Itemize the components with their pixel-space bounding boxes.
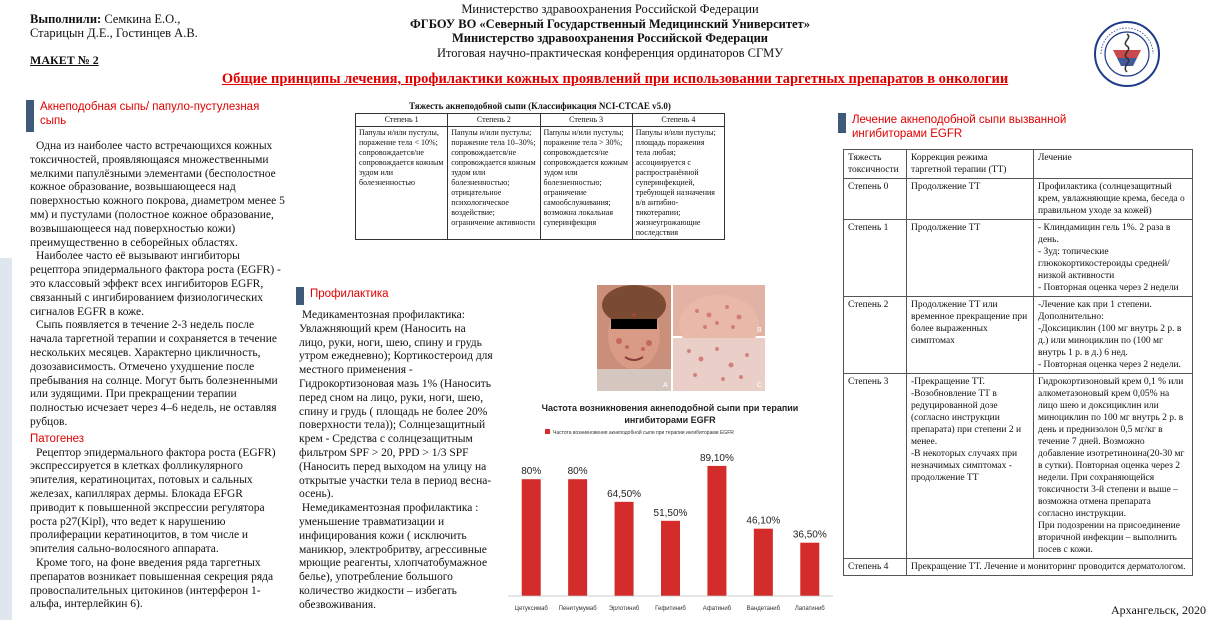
table-row bbox=[844, 374, 1193, 559]
institution-header bbox=[300, 2, 920, 60]
chart-svg bbox=[503, 400, 838, 615]
severity-cell-3: Папулы и/или пустулы; поражение тела > 30%; сопровождается/не сопровождается кожным зудом или болезненностью; ограничение самообслуживания; возможна локальная суперинфекция bbox=[540, 127, 632, 240]
chart-data-label: 89,10% bbox=[699, 452, 734, 464]
chart-tick-label: Пенитумумаб bbox=[558, 606, 597, 612]
maket-label: МАКЕТ № 2 bbox=[30, 53, 99, 67]
table-header-row bbox=[844, 150, 1193, 179]
chart-data-label: 46,10% bbox=[746, 515, 781, 527]
chart-title-line-2: ингибиторами EGFR bbox=[624, 415, 716, 425]
left-decor-strip bbox=[0, 258, 12, 620]
chart-data-label: 64,50% bbox=[607, 488, 642, 500]
acne-paragraph-1: Одна из наиболее часто встречающихся кожных токсичностей, проявляющаяся множественными мелкими папулёзными элементами (бесполостное кожное образование, возвышающееся над поверхностью кожного покрова, диаметром менее 5 мм) и пустулами (полостное кожное образование, возвышающееся над поверхностью кожи) преимущественно в себорейных областях. bbox=[30, 140, 285, 249]
treatment-cell: Прекращение ТТ. Лечение и мониторинг проводится дерматологом. bbox=[907, 559, 1193, 576]
clinical-photos bbox=[597, 285, 765, 391]
section-heading-prophylaxis bbox=[296, 287, 496, 305]
pathogenesis-paragraph-1: Рецептор эпидермального фактора роста (EGFR) экспрессируется в клетках фолликулярного эпителия, кератиноцитах, потовых и сальных железах, капиллярах дермы. Блокада EFGR приводит к повышенной экспрессии регулятора роста p27(Kipl), что ведет к нарушению пролиферации кератиноцитов, в том числе и эпителия сально-волосяного аппарата. bbox=[30, 446, 276, 556]
university-seal-icon bbox=[1093, 20, 1161, 88]
photo-label-a: A bbox=[663, 382, 668, 389]
section-title-acne: Акнеподобная сыпь/ папуло-пустулезная сыпь bbox=[40, 101, 260, 127]
treatment-cell: Продолжение ТТ bbox=[907, 179, 1034, 220]
chart-bar bbox=[522, 479, 541, 596]
severity-table bbox=[355, 113, 725, 240]
severity-header-3: Степень 3 bbox=[540, 114, 632, 127]
header-line-1: Министерство здравоохранения Российской Федерации bbox=[461, 2, 759, 16]
section-bar bbox=[838, 113, 846, 133]
chart-tick-label: Вандетаниб bbox=[746, 606, 781, 612]
header-line-3: Министерство здравоохранения Российской Федерации bbox=[451, 31, 769, 45]
severity-cell-1: Папулы и/или пустулы, поражение тела < 10%; сопровождается/не сопровождается кожным зудом или болезненностью bbox=[356, 127, 448, 240]
section-bar bbox=[296, 287, 304, 305]
pathogenesis-heading: Патогенез bbox=[30, 432, 85, 445]
section-title-treatment: Лечение акнеподобной сыпи вызванной ингибиторами EGFR bbox=[852, 114, 1067, 140]
acne-paragraph-3: Сыпь появляется в течение 2-3 недель после начала таргетной терапии и сохраняется в течение нескольких месяцев. Характерно цикличность, дозозависимость. Отмечено ухудшение после пребывания на солнце. Могут быть болезненными или зудящими. При прекращении терапии полностью исчезает через 4–6 недель, не оставляя рубцов. bbox=[30, 319, 278, 428]
treatment-cell: Степень 2 bbox=[844, 297, 907, 374]
chart-bar bbox=[800, 543, 819, 596]
pathogenesis-paragraph-2: Кроме того, на фоне введения ряда таргетных препаратов возникает повышенная секреция ряда провоспалительных цитокинов (интерферон 1-альфа, интерлейкин 6). bbox=[30, 556, 274, 611]
chart-data-label: 80% bbox=[567, 466, 588, 478]
med-prophylaxis-text: Увлажняющий крем (Наносить на лицо, руки, ноги, шею, спину и грудь утром ежедневно); Кортикостероид для местного применения - Гидрокортизоновая мазь 1% (Наносить перед сном на лицо, руки, ноги, шею, спину и грудь ( площадь не более 20% поверхности тела)); Солнцезащитный крем - Средства с солнцезащитным фильтром SPF > 20, PPD > 1/3 SPF (Наносить перед выходом на улицу на открытые участки тела в период весна-осень). bbox=[299, 322, 493, 501]
authors-line-2: Старицын Д.Е., Гостинцев А.В. bbox=[30, 26, 198, 40]
city-year: Архангельск, 2020 bbox=[1111, 603, 1206, 617]
chart-bar bbox=[754, 529, 773, 596]
section-title-prophylaxis: Профилактика bbox=[310, 288, 389, 300]
chart-bar bbox=[661, 521, 680, 596]
treatment-cell: -Лечение как при 1 степени. Дополнительно: -Доксициклин (100 мг внутрь 2 р. в д.) или миноциклин по (100 мг внутрь 1 р. в д.) 6 нед. - Повторная оценка через 2 недели. bbox=[1034, 297, 1193, 374]
treatment-cell: Степень 1 bbox=[844, 220, 907, 297]
treatment-cell: -Прекращение ТТ. -Возобновление ТТ в редуцированной дозе (согласно инструкции препарата) при степени 2 и менее. -В некоторых случаях при незначимых симптомах - продолжение ТТ bbox=[907, 374, 1034, 559]
treatment-header-severity: Тяжесть токсичности bbox=[844, 150, 907, 179]
severity-header-2: Степень 2 bbox=[448, 114, 540, 127]
chart-tick-label: Эрлотиниб bbox=[608, 606, 640, 612]
chart-data-label: 51,50% bbox=[653, 507, 688, 519]
treatment-cell: Степень 4 bbox=[844, 559, 907, 576]
header-line-4: Итоговая научно-практическая конференция ординаторов СГМУ bbox=[436, 45, 784, 60]
chart-bar bbox=[707, 466, 726, 596]
treatment-header-treatment: Лечение bbox=[1034, 150, 1193, 179]
treatment-cell: Степень 3 bbox=[844, 374, 907, 559]
nonmed-prophylaxis-text: уменьшение травматизации и инфицирования кожи ( исключить маникюр, электробритву, агрессивные мрющие реагенты, хлопчатобумажное белье), употребление большого количество жидкости – избегать обезвоживания. bbox=[299, 515, 488, 611]
authors-line-1: Семкина Е.О., bbox=[101, 12, 181, 26]
authors-block bbox=[30, 12, 198, 40]
treatment-table bbox=[843, 149, 1193, 576]
chart-tick-label: Лапатиниб bbox=[794, 606, 825, 612]
table-row bbox=[844, 297, 1193, 374]
chart-legend-label: Частота возникновения акнеподобной сыпи при терапии ингибиторами EGFR bbox=[553, 430, 734, 436]
acne-paragraph-2: Наиболее часто её вызывают ингибиторы рецептора эпидермального фактора роста (EGFR) - это классовый эффект всех ингибиторов EGFR, связанный с ингибированием физиологических сигналов EGFR в коже. bbox=[30, 250, 281, 318]
photo-label-b: B bbox=[757, 327, 762, 334]
treatment-cell: Продолжение ТТ bbox=[907, 220, 1034, 297]
chart-bar bbox=[568, 479, 587, 596]
chart-legend-swatch bbox=[545, 429, 550, 434]
severity-header-4: Степень 4 bbox=[632, 114, 724, 127]
chart-tick-label: Цетуксимаб bbox=[514, 606, 548, 612]
chart-title-line-1: Частота возникновения акнеподобной сыпи при терапии bbox=[541, 403, 799, 413]
section-bar bbox=[26, 100, 34, 132]
treatment-cell: Профилактика (солнцезащитный крем, увлажняющие крема, беседа о правильном уходе за кожей) bbox=[1034, 179, 1193, 220]
authors-label: Выполнили: bbox=[30, 12, 102, 26]
section-heading-treatment bbox=[838, 113, 1078, 141]
prophylaxis-text bbox=[299, 309, 495, 613]
treatment-header-correction: Коррекция режима таргетной терапии (ТТ) bbox=[907, 150, 1034, 179]
chart-tick-label: Афатиниб bbox=[702, 606, 732, 612]
severity-header-1: Степень 1 bbox=[356, 114, 448, 127]
chart-bar bbox=[615, 502, 634, 596]
severity-cell-4: Папулы и/или пустулы; площадь поражения тела любая; ассоциируется с распространённой суперинфекцией, требующей назначения в/в антибио-тикотерапии; жизнеугрожающие последствия bbox=[632, 127, 724, 240]
treatment-cell: Степень 0 bbox=[844, 179, 907, 220]
table-row bbox=[844, 559, 1193, 576]
chart-tick-label: Гефитиниб bbox=[655, 606, 686, 612]
severity-cell-2: Папулы и/или пустулы; поражение тела 10–30%; сопровождается/не сопровождается кожным зудом или болезненностью; отрицательное психологическое воздействие; ограничение активности bbox=[448, 127, 540, 240]
treatment-cell: Гидрокортизоновый крем 0,1 % или алкометазоновый крем 0,05% на лицо шею и доксициклин или миноциклин по 100 мг внутрь 2 р. в день и преднизолон 0,5 мг/кг в течение 7 дней. Возможно добавление изотретиноина(20-30 мг в сутки). Повторная оценка через 2 недели. При сохраняющейся токсичности 3-й степени и выше – возможна отмена препарата согласно инструкции. При подозрении на присоединение вторичной инфекции – выполнить посев с кожи. bbox=[1034, 374, 1193, 559]
section-heading-acne bbox=[26, 100, 288, 132]
table-row bbox=[844, 220, 1193, 297]
nonmed-prophylaxis-title: Немедикаментозная профилактика : bbox=[301, 502, 479, 515]
table-row bbox=[844, 179, 1193, 220]
header-line-2: ФГБОУ ВО «Северный Государственный Медицинский Университет» bbox=[410, 16, 810, 31]
poster-title: Общие принципы лечения, профилактики кожных проявлений при использовании таргетных препаратов в онкологии bbox=[221, 71, 1009, 87]
treatment-cell: Продолжение ТТ или временное прекращение при более выраженных симптомах bbox=[907, 297, 1034, 374]
med-prophylaxis-title: Медикаментозная профилактика: bbox=[301, 309, 465, 321]
acne-description bbox=[30, 140, 288, 612]
table-row bbox=[356, 127, 725, 240]
chart-data-label: 36,50% bbox=[792, 529, 827, 541]
table-header-row bbox=[356, 114, 725, 127]
severity-table-caption: Тяжесть акнеподобной сыпи (Классификация NCI-CTCAE v5.0) bbox=[409, 101, 671, 111]
treatment-cell: - Клиндамицин гель 1%. 2 раза в день. - Зуд: топические глюкокортикостероиды средней/низкой активности - Повторная оценка через 2 недели bbox=[1034, 220, 1193, 297]
chart-data-label: 80% bbox=[521, 466, 542, 478]
acne-frequency-chart bbox=[503, 400, 838, 615]
photo-label-c: C bbox=[757, 382, 763, 389]
